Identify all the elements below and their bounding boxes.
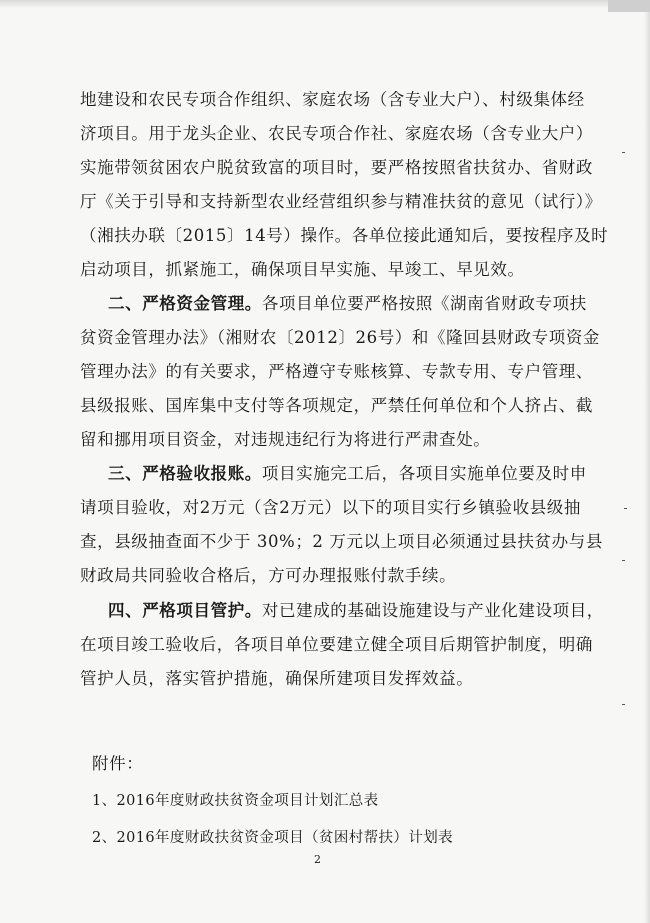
paragraph-line: 济项目。用于龙头企业、农民专项合作社、家庭农场（含专业大户）: [80, 124, 593, 143]
paragraph-line: 查，县级抽查面不少于 30%；2 万元以上项目必须通过县扶贫办与县: [80, 532, 603, 551]
section-text: 项目实施完工后，各项目实施单位要及时申: [261, 464, 587, 483]
paragraph-line: 实施带领贫困农户脱贫致富的项目时，要严格按照省扶贫办、省财政: [80, 158, 593, 177]
paragraph-line: 贫资金管理办法》（湘财农〔2012〕26号）和《隆回县财政专项资金: [80, 328, 601, 347]
attachment-item: 2、2016年度财政扶贫资金项目（贫困村帮扶）计划表: [92, 830, 454, 846]
section-title: 四、严格项目管护。: [108, 601, 262, 620]
section-text: 各项目单位要严格按照《湖南省财政专项扶: [261, 294, 587, 313]
scan-edge-top: [0, 0, 650, 8]
scan-speck: [622, 560, 625, 561]
paragraph-line: 财政局共同验收合格后，方可办理报账付款手续。: [80, 566, 457, 585]
section-title: 三、严格验收报账。: [108, 464, 262, 483]
page-number: 2: [314, 853, 321, 866]
scan-edge-right: [644, 0, 650, 923]
paragraph-line: 厅《关于引导和支持新型农业经营组织参与精准扶贫的意见（试行）》: [80, 192, 602, 211]
scan-speck: [622, 704, 625, 705]
paragraph-line: 县级报账、国库集中支付等各项规定，严禁任何单位和个人挤占、截: [80, 396, 593, 415]
paragraph-line: 管理办法》的有关要求，严格遵守专账核算、专款专用、专户管理、: [80, 362, 593, 381]
scan-speck: [622, 152, 625, 153]
section-text: 对已建成的基础设施建设与产业化建设项目，: [261, 601, 604, 620]
paragraph-line: 地建设和农民专项合作组织、家庭农场（含专业大户）、村级集体经: [80, 90, 585, 109]
paragraph-line: 留和挪用项目资金，对违规违纪行为将进行严肃查处。: [80, 430, 491, 449]
paragraph-line: 请项目验收，对2万元（含2万元）以下的项目实行乡镇验收县级抽: [80, 498, 581, 517]
scan-speck: [624, 508, 627, 509]
paragraph-line: 在项目竣工验收后，各项目单位要建立健全项目后期管护制度，明确: [80, 635, 593, 654]
section-title: 二、严格资金管理。: [108, 294, 262, 313]
attachments-heading: 附件：: [92, 754, 144, 773]
paragraph-line: 管护人员，落实管护措施，确保所建项目发挥效益。: [80, 669, 474, 688]
attachment-item: 1、2016年度财政扶贫资金项目计划汇总表: [92, 793, 379, 809]
paragraph-line: 启动项目，抓紧施工，确保项目早实施、早竣工、早见效。: [80, 260, 525, 279]
section-heading-funds: [108, 293, 587, 315]
section-heading-maintenance: [108, 600, 604, 622]
paragraph-line: （湘扶办联〔2015〕14号）操作。各单位接此通知后，要按程序及时: [80, 226, 609, 245]
scan-corner-mark: [608, 0, 650, 12]
section-heading-acceptance: [108, 463, 587, 485]
